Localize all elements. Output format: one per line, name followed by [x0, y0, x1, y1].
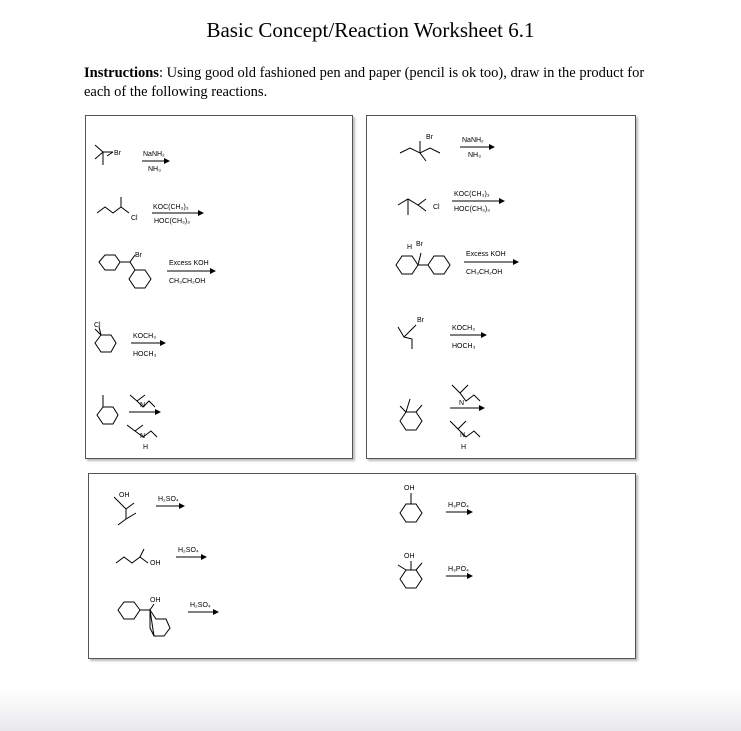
molecule-r5: [400, 399, 422, 430]
base-l5-top: [130, 395, 155, 409]
base-n-l5-bottom: N: [140, 433, 146, 440]
reaction-l4: [94, 322, 165, 358]
reagent-bottom-r1: NH₃: [468, 152, 481, 159]
instructions-paragraph: [84, 64, 674, 102]
base-h-l5: H: [143, 444, 149, 451]
reagent-top-r2: KOC(CH₃)₃: [454, 191, 490, 198]
instructions-text: : Using good old fashioned pen and paper (pencil is ok too), draw in the product for each of the following reactions.: [84, 65, 645, 100]
molecule-d4: [400, 485, 422, 522]
reagent-d5: H₃PO₄: [448, 566, 469, 573]
reaction-l1: [95, 145, 169, 173]
reaction-d2: [116, 547, 206, 567]
dehydration-schemes: [88, 473, 634, 657]
molecule-l4: [94, 322, 116, 352]
page-title: Basic Concept/Reaction Worksheet 6.1: [206, 18, 535, 42]
substituent-r2: Cl: [433, 204, 440, 211]
molecule-l2: [97, 197, 138, 222]
base-n-r5-bottom: N: [460, 432, 466, 439]
base-n-l5-top: N: [140, 402, 146, 409]
reaction-r2: [398, 191, 504, 215]
molecule-l1: [95, 145, 122, 165]
substituent-l3: Br: [135, 252, 142, 259]
molecule-l3: [99, 252, 151, 288]
molecule-l5: [97, 395, 118, 424]
reaction-l3: [99, 252, 215, 288]
reagent-bottom-r3: CH₃CH₂OH: [466, 269, 503, 276]
substituent-l4: Cl: [94, 322, 101, 329]
h-label-r3: H: [407, 244, 413, 251]
substituent-d1: OH: [119, 492, 130, 499]
molecule-r3: [396, 241, 450, 274]
molecule-d3: [118, 597, 170, 636]
reagent-bottom-l1: NH₃: [148, 166, 161, 173]
base-l5-bottom: [127, 425, 157, 451]
reaction-l5: [97, 395, 160, 451]
reaction-r1: [400, 134, 494, 161]
substituent-d4: OH: [404, 485, 415, 492]
reaction-d4: [400, 485, 472, 522]
molecule-d5: [398, 553, 422, 588]
reagent-top-r4: KOCH₃: [452, 325, 476, 332]
reaction-r5: [400, 385, 484, 451]
substituent-r3: Br: [416, 241, 423, 248]
reagent-top-l1: NaNH₂: [143, 151, 165, 158]
base-r5-bottom: [450, 421, 480, 451]
base-h-r5: H: [461, 444, 467, 451]
reaction-d3: [118, 597, 218, 636]
reagent-top-l2: KOC(CH₃)₃: [153, 204, 189, 211]
substituent-l2: Cl: [131, 215, 138, 222]
reaction-r3: [396, 241, 518, 276]
substituent-r4: Br: [417, 317, 424, 324]
molecule-r1: [400, 134, 440, 161]
instructions-label: Instructions: [84, 65, 159, 81]
page-bottom-shade: [0, 690, 741, 731]
reagent-bottom-r4: HOCH₃: [452, 343, 476, 350]
reagent-bottom-r2: HOC(CH₃)₃: [454, 206, 491, 213]
reagent-d3: H₂SO₄: [190, 602, 211, 609]
reaction-r4: [398, 317, 486, 350]
molecule-d1: [114, 492, 136, 525]
substituent-r1: Br: [426, 134, 433, 141]
reagent-top-l3: Excess KOH: [169, 260, 209, 267]
substituent-d5: OH: [404, 553, 415, 560]
reagent-d1: H₂SO₄: [158, 496, 179, 503]
molecule-d2: [116, 549, 161, 567]
reagent-bottom-l2: HOC(CH₃)₃: [154, 218, 191, 225]
base-n-r5-top: N: [459, 400, 465, 407]
substituent-d2: OH: [150, 560, 161, 567]
reagent-top-l4: KOCH₃: [133, 333, 157, 340]
reagent-top-r3: Excess KOH: [466, 251, 506, 258]
reaction-l2: [97, 197, 203, 225]
reagent-bottom-l3: CH₃CH₂OH: [169, 278, 206, 285]
base-r5-top: [452, 385, 480, 407]
substituent-l1: Br: [114, 150, 121, 157]
reaction-d1: [114, 492, 184, 525]
reaction-d5: [398, 553, 472, 588]
molecule-r2: [398, 199, 440, 215]
reagent-top-r1: NaNH₂: [462, 137, 484, 144]
elimination-schemes-left: [85, 115, 351, 457]
reagent-bottom-l4: HOCH₃: [133, 351, 157, 358]
molecule-r4: [398, 317, 425, 349]
reagent-d2: H₂SO₄: [178, 547, 199, 554]
reagent-d4: H₃PO₄: [448, 502, 469, 509]
elimination-schemes-right: [366, 115, 634, 457]
substituent-d3: OH: [150, 597, 161, 604]
